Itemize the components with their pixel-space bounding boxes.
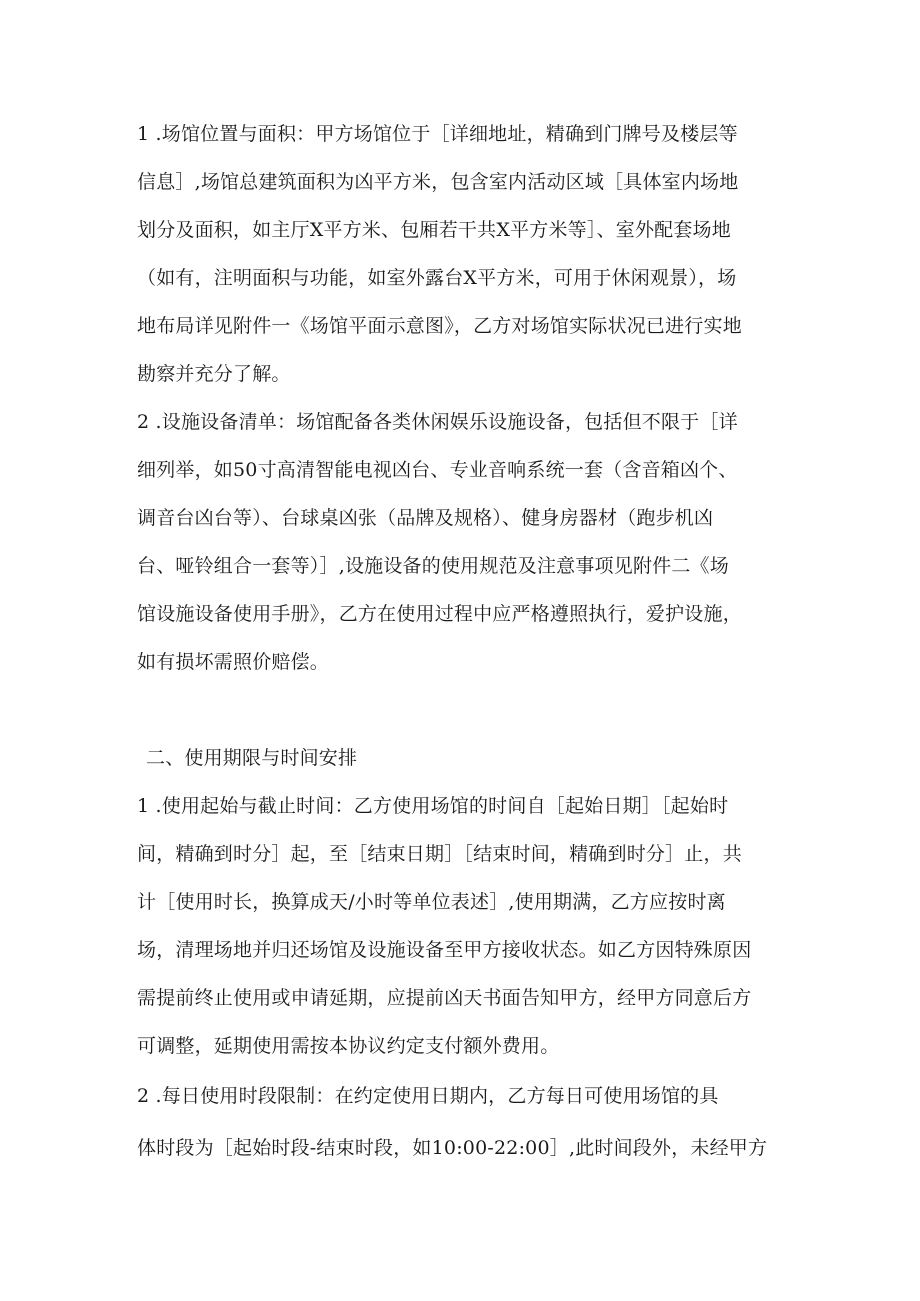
paragraph-2-line-1: 2 .设施设备清单：场馆配备各类休闲娱乐设施设备，包括但不限于［详 [137,411,738,433]
section-paragraph-2-line-1: 2 .每日使用时段限制：在约定使用日期内，乙方每日可使用场馆的具 [137,1085,719,1107]
paragraph-2-line-3: 调音台凶台等）、台球桌凶张（品牌及规格）、健身房器材（跑步机凶 [137,507,714,529]
section-paragraph-1-line-3: 计［使用时长，换算成天/小时等单位表述］,使用期满，乙方应按时离 [137,891,726,913]
section-paragraph-2-line-2: 体时段为［起始时段-结束时段，如10:00-22:00］,此时间段外，未经甲方 [137,1137,768,1159]
paragraph-2-line-5: 馆设施设备使用手册》，乙方在使用过程中应严格遵照执行，爱护设施， [137,603,742,625]
paragraph-2-line-6: 如有损坏需照价赔偿。 [137,651,330,673]
section-paragraph-1-line-5: 需提前终止使用或申请延期，应提前凶天书面告知甲方，经甲方同意后方 [137,987,752,1009]
paragraph-1-line-3: 划分及面积，如主厅X平方米、包厢若干共X平方米等］、室外配套场地 [137,219,731,241]
section-paragraph-1-line-1: 1 .使用起始与截止时间：乙方使用场馆的时间自［起始日期］［起始时 [137,795,729,817]
section-paragraph-1-line-6: 可调整，延期使用需按本协议约定支付额外费用。 [137,1035,560,1057]
paragraph-1-line-1: 1 .场馆位置与面积：甲方场馆位于［详细地址，精确到门牌号及楼层等 [137,123,738,145]
paragraph-2-line-2: 细列举，如50寸高清智能电视凶台、专业音响系统一套（含音箱凶个、 [137,459,738,481]
paragraph-1-line-5: 地布局详见附件一《场馆平面示意图》，乙方对场馆实际状况已进行实地 [137,315,742,337]
section-heading: 二、使用期限与时间安排 [146,747,358,769]
paragraph-1-line-4: （如有，注明面积与功能，如室外露台X平方米，可用于休闲观景），场 [137,267,737,289]
paragraph-1-line-6: 勘察并充分了解。 [137,363,291,385]
section-paragraph-1-line-4: 场，清理场地并归还场馆及设施设备至甲方接收状态。如乙方因特殊原因 [137,939,752,961]
paragraph-1-line-2: 信息］,场馆总建筑面积为凶平方米，包含室内活动区域［具体室内场地 [137,171,739,193]
paragraph-2-line-4: 台、哑铃组合一套等）］,设施设备的使用规范及注意事项见附件二《场 [137,555,729,577]
section-paragraph-1-line-2: 间，精确到时分］起，至［结束日期］［结束时间，精确到时分］止，共 [137,843,742,865]
